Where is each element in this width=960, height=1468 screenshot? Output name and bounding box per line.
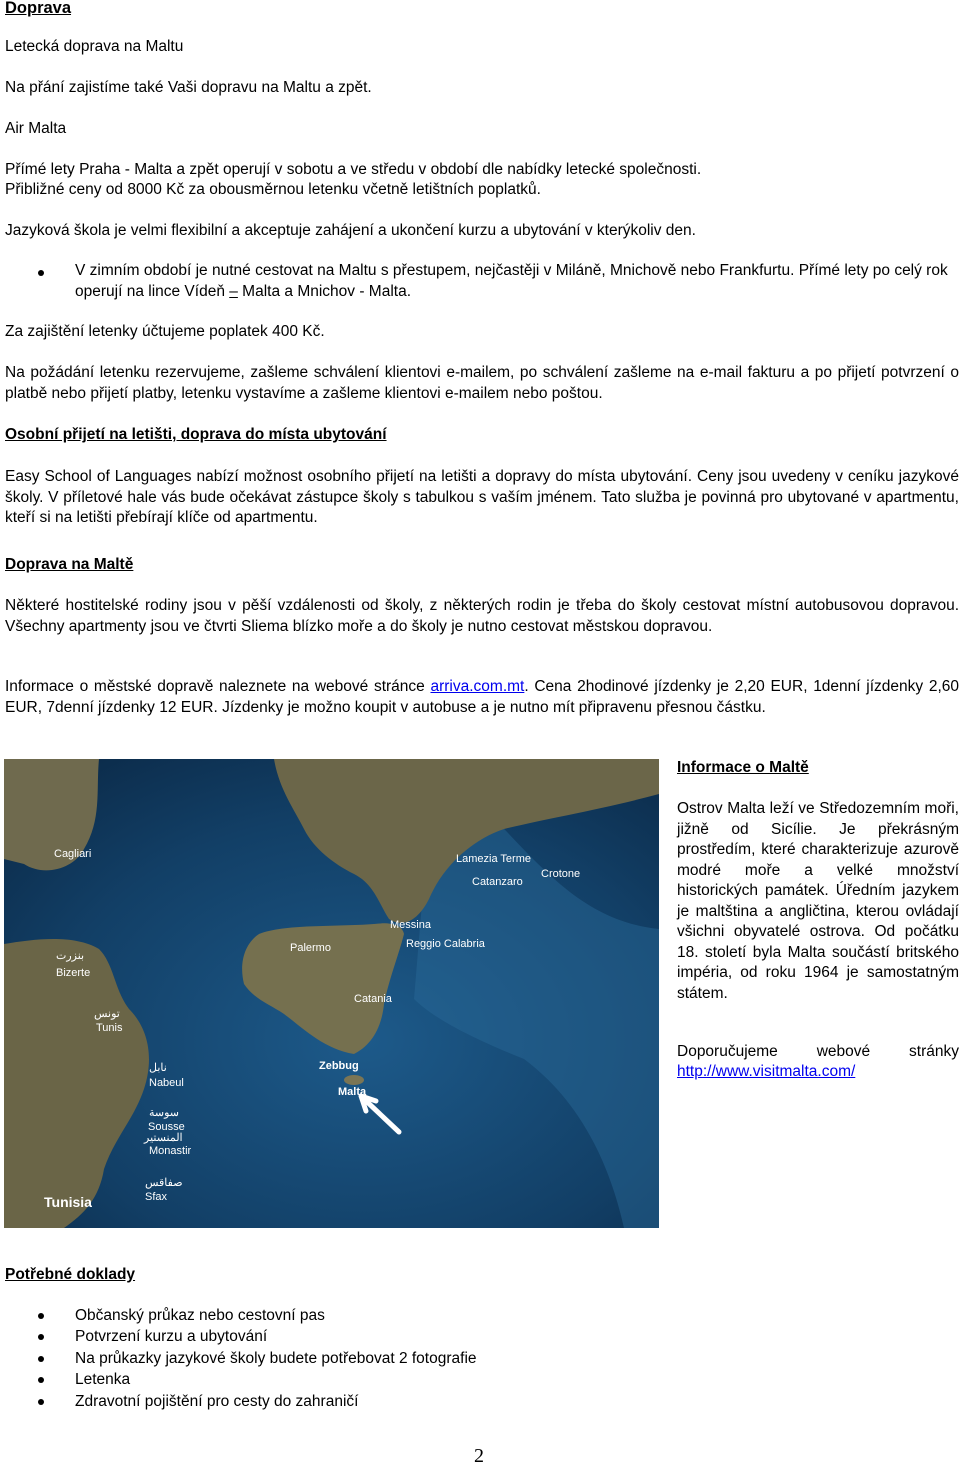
map-label-messina: Messina xyxy=(390,919,431,931)
map-label-palermo: Palermo xyxy=(290,942,331,954)
flights-info-line1: Přímé lety Praha - Malta a zpět operují v sobotu a ve středu v období dle nabídky letecké společnosti. xyxy=(5,161,702,178)
document-item: Letenka xyxy=(75,1371,131,1388)
booking-paragraph: Na požádání letenku rezervujeme, zašleme schválení klientovi e-mailem, po schválení zašleme na e-mail fakturu a po přijetí potvrzení o platbě nebo přijetí platby, letenku vystavíme a zašleme klientovi e-mailem nebo poštou. xyxy=(5,364,959,402)
document-item: Na průkazky jazykové školy budete potřebovat 2 fotografie xyxy=(75,1350,477,1367)
bullet-dot xyxy=(38,1356,44,1362)
local-transport-heading: Doprava na Maltě xyxy=(5,556,134,573)
page-heading: Doprava xyxy=(5,0,72,17)
winter-flights-text-b: Malta a Mnichov - Malta. xyxy=(237,282,412,300)
map-label-catanzaro: Catanzaro xyxy=(472,876,523,888)
map-label-tunisia: Tunisia xyxy=(44,1194,92,1210)
document-item: Zdravotní pojištění pro cesty do zahraničí xyxy=(75,1393,359,1410)
map-label-nabeul: Nabeul xyxy=(149,1077,184,1089)
map-label-zebbug: Zebbug xyxy=(319,1060,359,1072)
map-label-malta: Malta xyxy=(338,1086,367,1098)
arriva-link[interactable]: arriva.com.mt xyxy=(430,678,525,695)
document-item: Potvrzení kurzu a ubytování xyxy=(75,1328,268,1345)
bullet-dot xyxy=(38,270,44,276)
malta-info-paragraph: Ostrov Malta leží ve Středozemním moři, jižně od Sicílie. Je překrásným prostředím, které charakterizuje azurově modré moře a velké množství historických památek. Úředním jazykem je maltština a angličtina, kterou ovládají všichni obyvatelé ostrova. Od počátku 18. století byla Malta součástí britského impéria, od roku 1964 je samostatným státem. xyxy=(677,800,959,1002)
document-item: Občanský průkaz nebo cestovní pas xyxy=(75,1307,325,1324)
air-transport-subheading: Letecká doprava na Maltu xyxy=(5,38,184,55)
map-label-ar-tunis: تونس xyxy=(94,1008,120,1020)
documents-heading: Potřebné doklady xyxy=(5,1266,136,1283)
malta-info-heading: Informace o Maltě xyxy=(677,759,809,776)
pickup-paragraph: Easy School of Languages nabízí možnost osobního přijetí na letišti a dopravy do místa ubytování. Ceny jsou uvedeny v ceníku jazykové školy. V příletové hale vás bude očekávat zástupce školy s tabulkou s vaším jménem. Tato služba je povinná pro ubytované v apartmentu, kteří si na letišti přebírají klíče od apartmentu. xyxy=(5,468,959,526)
air-intro: Na přání zajistíme také Vaši dopravu na Maltu a zpět. xyxy=(5,79,372,96)
winter-flights-text-a: V zimním období je nutné cestovat na Maltu s přestupem, nejčastěji v Miláně, Mnichově nebo Frankfurtu. Přímé lety po celý rok operují na lince Vídeň xyxy=(75,262,948,300)
pickup-heading: Osobní přijetí na letišti, doprava do místa ubytování xyxy=(5,426,387,443)
bullet-dot xyxy=(38,1399,44,1405)
map-label-cagliari: Cagliari xyxy=(54,848,92,860)
map-label-ar-sfax: صفاقس xyxy=(145,1177,183,1189)
map-label-ar-nabeul: نابل xyxy=(149,1062,167,1074)
map-label-sousse: Sousse xyxy=(148,1121,185,1133)
map-label-reggio: Reggio Calabria xyxy=(406,938,485,950)
map-label-bizerte: Bizerte xyxy=(56,967,91,979)
airline-name: Air Malta xyxy=(5,120,67,137)
map-label-monastir: Monastir xyxy=(149,1145,192,1157)
map-graphic xyxy=(4,759,659,1228)
local-transport-paragraph: Některé hostitelské rodiny jsou v pěší vzdálenosti od školy, z některých rodin je třeba do školy cestovat místní autobusovou dopravou. Všechny apartmenty jsou ve čtvrti Sliema blízko moře a do školy je nutno cestovat městskou dopravou. xyxy=(5,597,959,635)
malta-recommend-text: Doporučujeme webové stránky xyxy=(677,1043,959,1060)
map-label-ar-sousse: سوسة xyxy=(149,1107,180,1119)
city-transport-text-before: Informace o městské dopravě naleznete na webové stránce xyxy=(5,678,431,695)
map-label-sfax: Sfax xyxy=(145,1191,168,1203)
malta-island xyxy=(344,1075,364,1085)
map-label-ar-monastir: المنستير xyxy=(144,1132,183,1144)
winter-flights-bullet xyxy=(75,261,957,302)
city-transport-text-after: . Cena 2hodinové jízdenky je 2,20 EUR, 1denní jízdenky 2,60 EUR, 7denní jízdenky 12 EUR. Jízdenky je možno koupit v autobuse a je nutno mít připravenu přesnou částku. xyxy=(5,678,960,716)
bullet-dot xyxy=(38,1377,44,1383)
bullet-dot xyxy=(38,1313,44,1319)
map-label-tunis: Tunis xyxy=(96,1022,123,1034)
bullet-dot xyxy=(38,1334,44,1340)
flexibility-note: Jazyková škola je velmi flexibilní a akceptuje zahájení a ukončení kurzu a ubytování v kterýkoliv den. xyxy=(5,222,696,239)
winter-flights-dash: – xyxy=(229,282,238,300)
visitmalta-link[interactable]: http://www.visitmalta.com/ xyxy=(677,1063,856,1080)
map-label-crotone: Crotone xyxy=(541,868,581,880)
flights-info-line2: Přibližné ceny od 8000 Kč za obousměrnou letenku včetně letištních poplatků. xyxy=(5,181,541,198)
map-label-ar-bizerte: بنزرت xyxy=(56,950,85,962)
city-transport-paragraph xyxy=(5,677,959,718)
map-label-lamezia: Lamezia Terme xyxy=(456,853,531,865)
malta-map-image xyxy=(4,759,659,1228)
ticket-fee: Za zajištění letenky účtujeme poplatek 400 Kč. xyxy=(5,323,325,340)
map-label-catania: Catania xyxy=(354,993,392,1005)
page-number: 2 xyxy=(474,1445,484,1467)
